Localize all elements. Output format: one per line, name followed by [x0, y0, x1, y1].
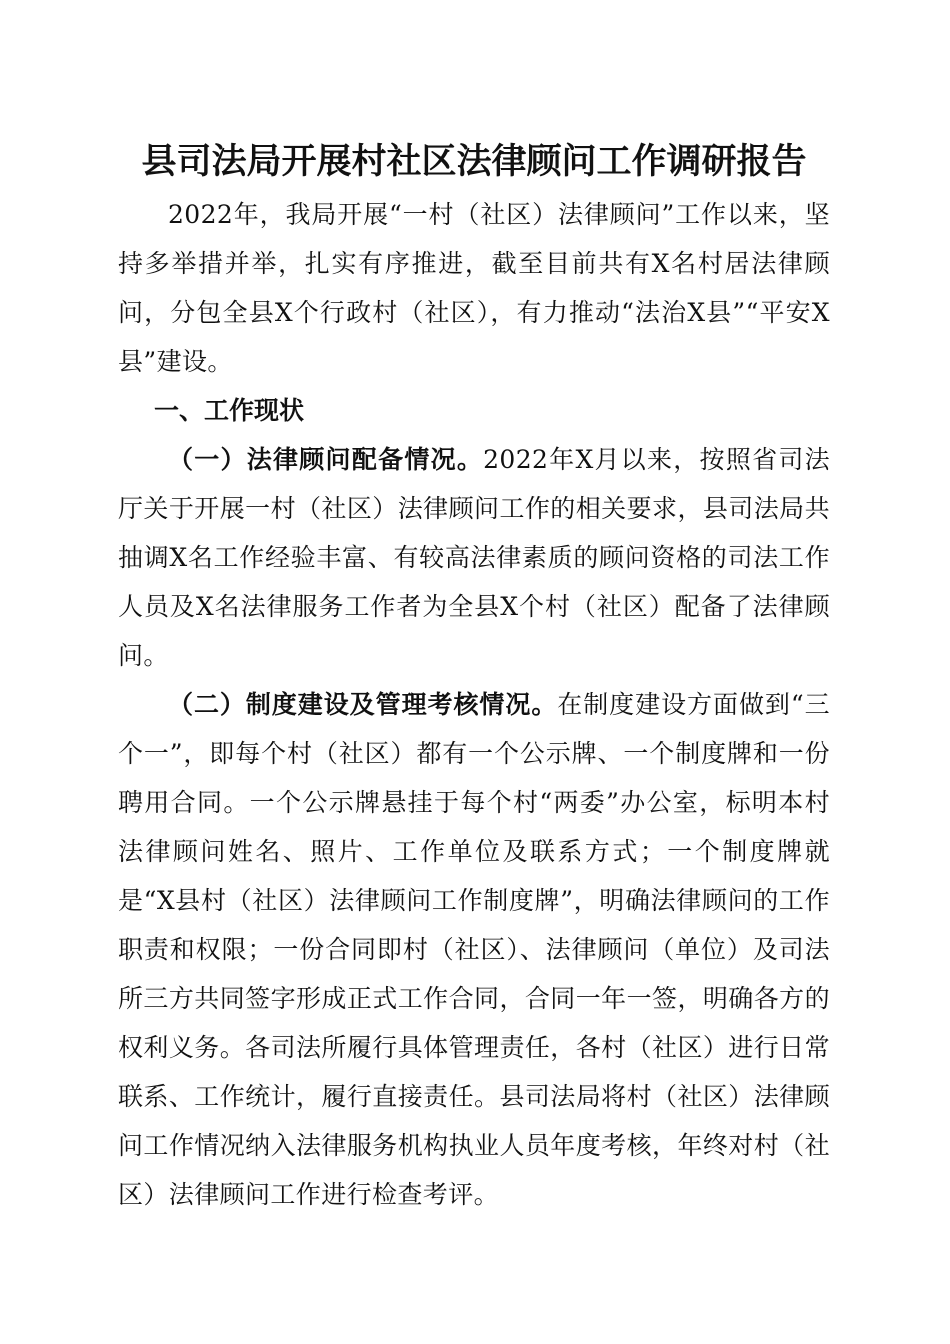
- paragraph-staffing: [118, 435, 830, 680]
- section-heading-work-status: 一、工作现状: [154, 396, 305, 425]
- intro-paragraph: 2022年，我局开展“一村（社区）法律顾问”工作以来，坚持多举措并举，扎实有序推进，截至目前共有X名村居法律顾问，分包全县X个行政村（社区），有力推动“法治X县”“平安X县”建设。: [118, 200, 830, 376]
- paragraph-text-system: 在制度建设方面做到“三个一”，即每个村（社区）都有一个公示牌、一个制度牌和一份聘用合同。一个公示牌悬挂于每个村“两委”办公室，标明本村法律顾问姓名、照片、工作单位及联系方式；一个制度牌就是“X县村（社区）法律顾问工作制度牌”，明确法律顾问的工作职责和权限；一份合同即村（社区）、法律顾问（单位）及司法所三方共同签字形成正式工作合同，合同一年一签，明确各方的权利义务。各司法所履行具体管理责任，各村（社区）进行日常联系、工作统计，履行直接责任。县司法局将村（社区）法律顾问工作情况纳入法律服务机构执业人员年度考核，年终对村（社区）法律顾问工作进行检查考评。: [118, 690, 830, 1209]
- paragraph-system-management: [118, 680, 830, 1219]
- paragraph-text-staffing: 2022年X月以来，按照省司法厅关于开展一村（社区）法律顾问工作的相关要求，县司法局共抽调X名工作经验丰富、有较高法律素质的顾问资格的司法工作人员及X名法律服务工作者为全县X个村（社区）配备了法律顾问。: [118, 445, 830, 670]
- paragraph-lead-staffing: （一）法律顾问配备情况。: [168, 445, 484, 474]
- document-page: [118, 134, 830, 1219]
- document-title: 县司法局开展村社区法律顾问工作调研报告: [141, 141, 807, 182]
- paragraph-lead-system: （二）制度建设及管理考核情况。: [168, 690, 558, 719]
